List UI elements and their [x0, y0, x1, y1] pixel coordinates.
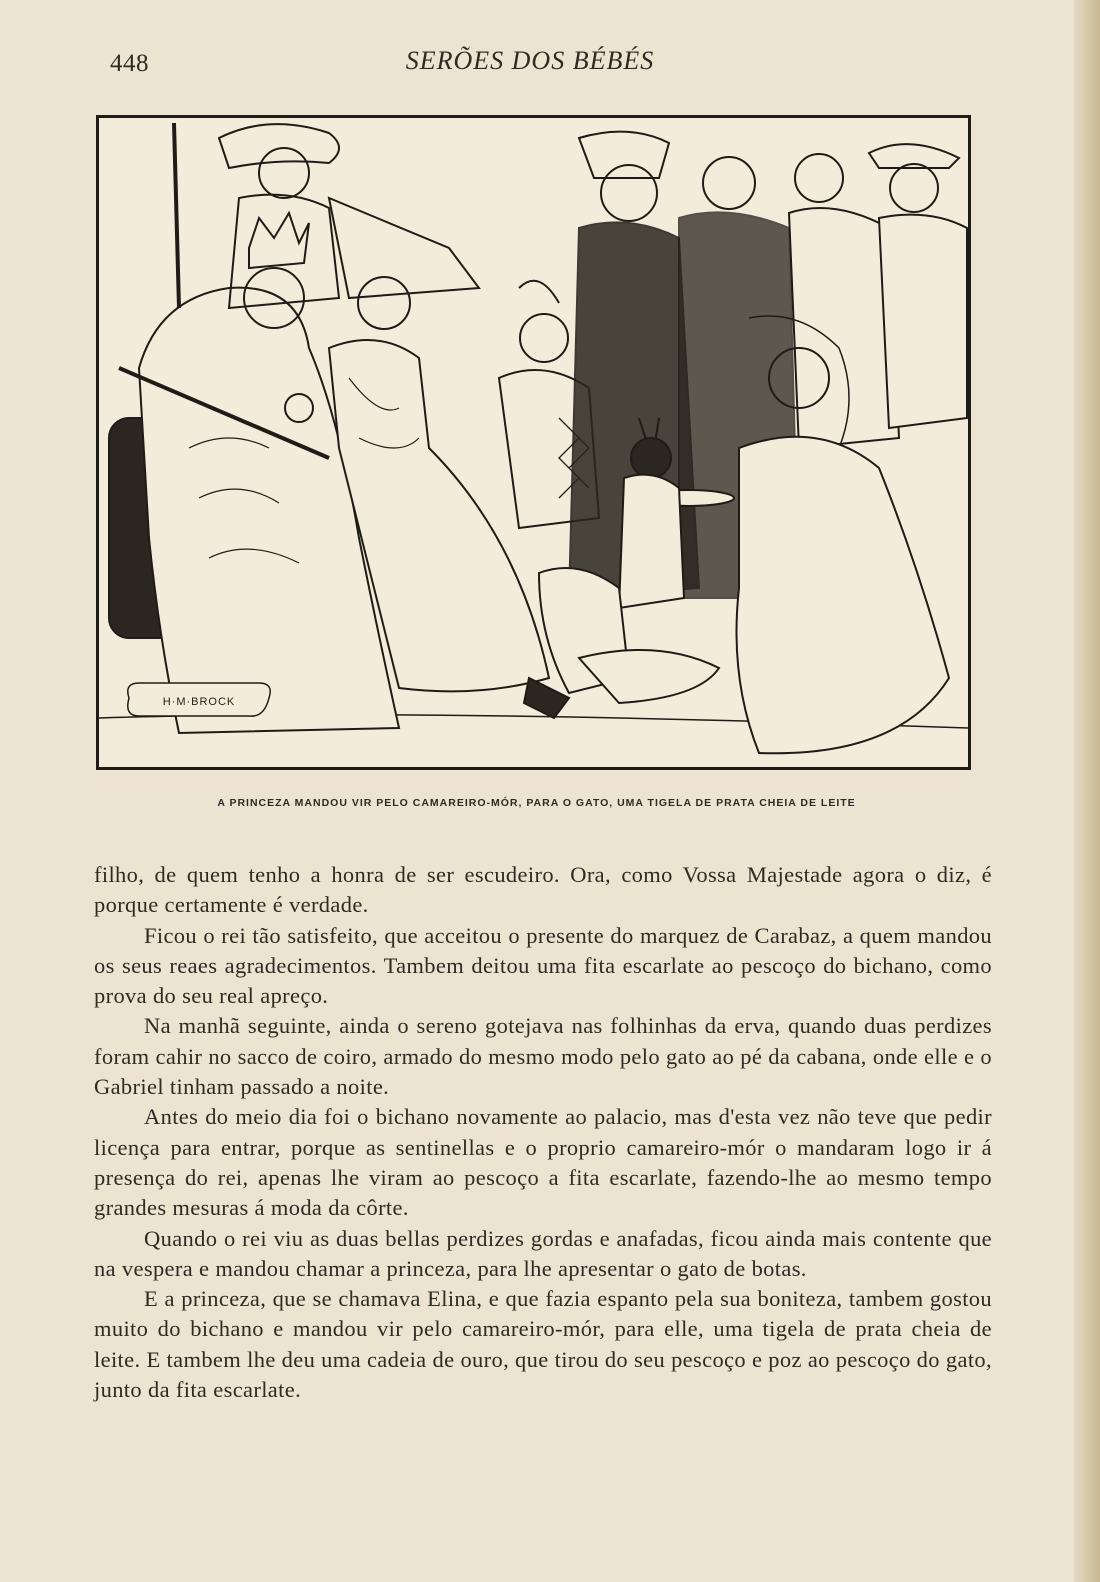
paragraph: Antes do meio dia foi o bichano novamente ao palacio, mas d'esta vez não teve que pedir licença para entrar, porque as sentinellas e o proprio camareiro-mór o mandaram logo ir á presença do rei, apenas lhe viram ao pescoço a fita escarlate, fazendo-lhe ao mesmo tempo grandes mesuras á moda da côrte. — [94, 1104, 992, 1221]
paragraph: filho, de quem tenho a honra de ser escudeiro. Ora, como Vossa Majestade agora o diz, é porque certamente é verdade. — [94, 862, 992, 918]
running-title: SERÕES DOS BÉBÉS — [405, 46, 655, 75]
illustration-caption: A PRINCEZA MANDOU VIR PELO CAMAREIRO-MÓR, PARA O GATO, UMA TIGELA DE PRATA CHEIA DE LEITE — [217, 797, 856, 809]
paragraph: E a princeza, que se chamava Elina, e que fazia espanto pela sua boniteza, tambem gostou muito do bichano e mandou vir pelo camareiro-mór, para elle, uma tigela de prata cheia de leite. E tambem lhe deu uma cadeia de ouro, que tirou do seu pescoço e poz ao pescoço do gato, junto da fita escarlate. — [94, 1286, 992, 1403]
court-scene-illustration — [96, 115, 971, 770]
paragraph: Na manhã seguinte, ainda o sereno gotejava nas folhinhas da erva, quando duas perdizes foram cahir no sacco de coiro, armado do mesmo modo pelo gato ao pé da cabana, onde elle e o Gabriel tinham passado a noite. — [94, 1013, 992, 1100]
signature-scroll — [128, 683, 271, 716]
paragraph: Quando o rei viu as duas bellas perdizes gordas e anafadas, ficou ainda mais contente que na vespera e mandou chamar a princeza, para lhe apresentar o gato de botas. — [94, 1225, 992, 1281]
paragraph: Ficou o rei tão satisfeito, que acceitou o presente do marquez de Carabaz, a quem mandou os seus reaes agradecimentos. Tambem deitou uma fita escarlate ao pescoço do bichano, como prova do seu real apreço. — [94, 922, 992, 1009]
page-number: 448 — [110, 50, 149, 77]
illustrator-signature: H·M·BROCK — [162, 696, 236, 708]
story-text — [94, 860, 992, 1405]
page-edge-shadow — [1074, 0, 1100, 1582]
guard-figure — [174, 123, 339, 308]
hat-on-floor — [579, 650, 719, 703]
